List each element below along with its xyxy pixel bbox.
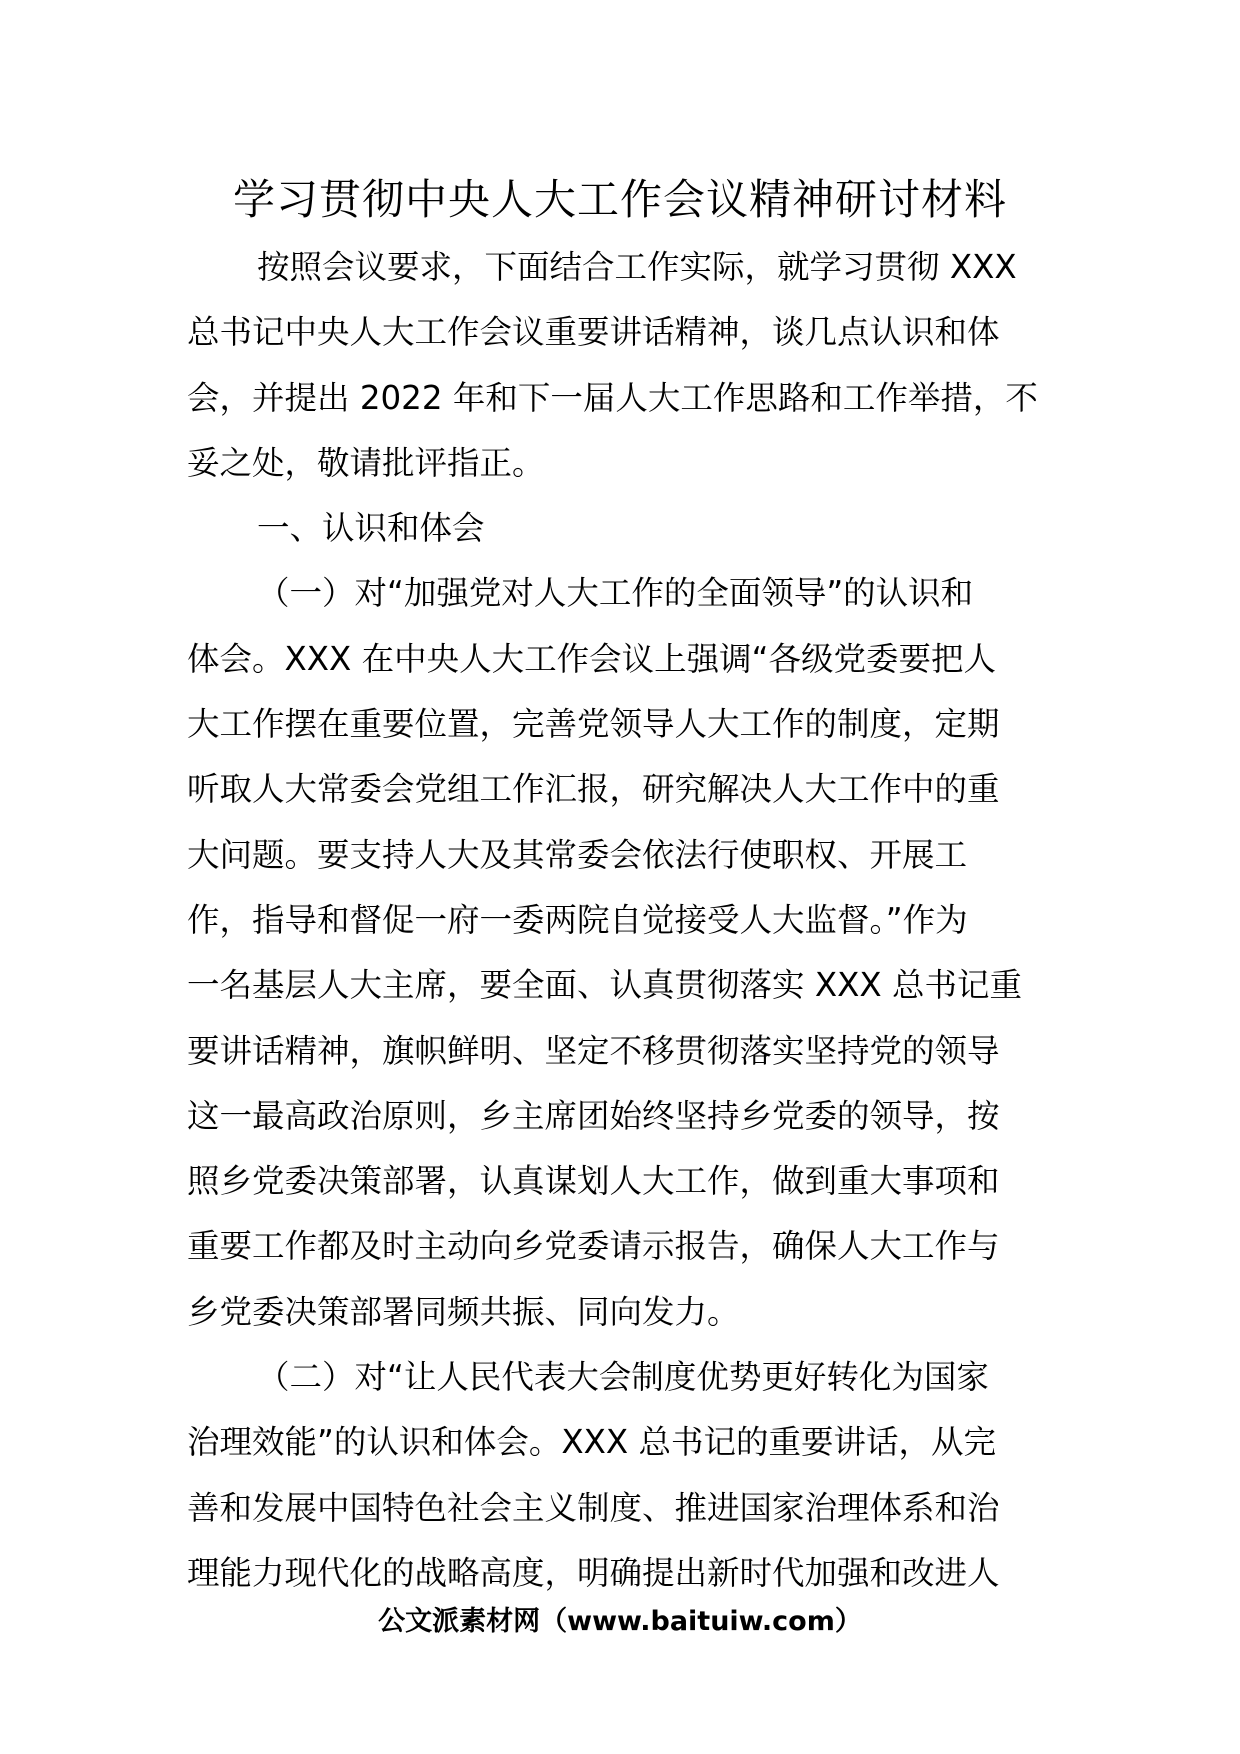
text-line: 体会。XXX 在中央人大工作会议上强调“各级党委要把人 — [187, 639, 996, 678]
text-line: 善和发展中国特色社会主义制度、推进国家治理体系和治 — [187, 1488, 1000, 1527]
text-line: 总书记中央人大工作会议重要讲话精神，谈几点认识和体 — [187, 313, 1000, 352]
text-line: 这一最高政治原则，乡主席团始终坚持乡党委的领导，按 — [187, 1096, 1000, 1135]
text-line: 妥之处，敬请批评指正。 — [187, 443, 545, 482]
text-line: 要讲话精神，旗帜鲜明、坚定不移贯彻落实坚持党的领导 — [187, 1031, 1000, 1070]
text-line: （二）对“让人民代表大会制度优势更好转化为国家 — [257, 1358, 989, 1397]
text-line: 照乡党委决策部署，认真谋划人大工作，做到重大事项和 — [187, 1162, 1000, 1201]
text-line: 作，指导和督促一府一委两院自觉接受人大监督。”作为 — [187, 900, 968, 939]
text-line: 按照会议要求，下面结合工作实际，就学习贯彻 XXX — [257, 248, 1017, 286]
footer-watermark: 公文派素材网（www.baituiw.com） — [378, 1606, 862, 1637]
text-line: 会，并提出 2022 年和下一届人大工作思路和工作举措，不 — [187, 378, 1038, 417]
text-line: 重要工作都及时主动向乡党委请示报告，确保人大工作与 — [187, 1227, 1000, 1266]
document-title: 学习贯彻中央人大工作会议精神研讨材料 — [232, 175, 1007, 224]
text-line: 一、认识和体会 — [257, 509, 485, 548]
text-line: 大问题。要支持人大及其常委会依法行使职权、开展工 — [187, 835, 968, 874]
text-line: （一）对“加强党对人大工作的全面领导”的认识和 — [257, 574, 974, 613]
text-line: 听取人大常委会党组工作汇报，研究解决人大工作中的重 — [187, 770, 1000, 809]
text-line: 乡党委决策部署同频共振、同向发力。 — [187, 1292, 740, 1331]
text-line: 一名基层人大主席，要全面、认真贯彻落实 XXX 总书记重 — [187, 966, 1022, 1005]
text-line: 理能力现代化的战略高度，明确提出新时代加强和改进人 — [187, 1553, 1000, 1592]
text-line: 治理效能”的认识和体会。XXX 总书记的重要讲话，从完 — [187, 1423, 996, 1462]
text-line: 大工作摆在重要位置，完善党领导人大工作的制度，定期 — [187, 705, 1000, 744]
document-body — [187, 235, 1057, 1606]
